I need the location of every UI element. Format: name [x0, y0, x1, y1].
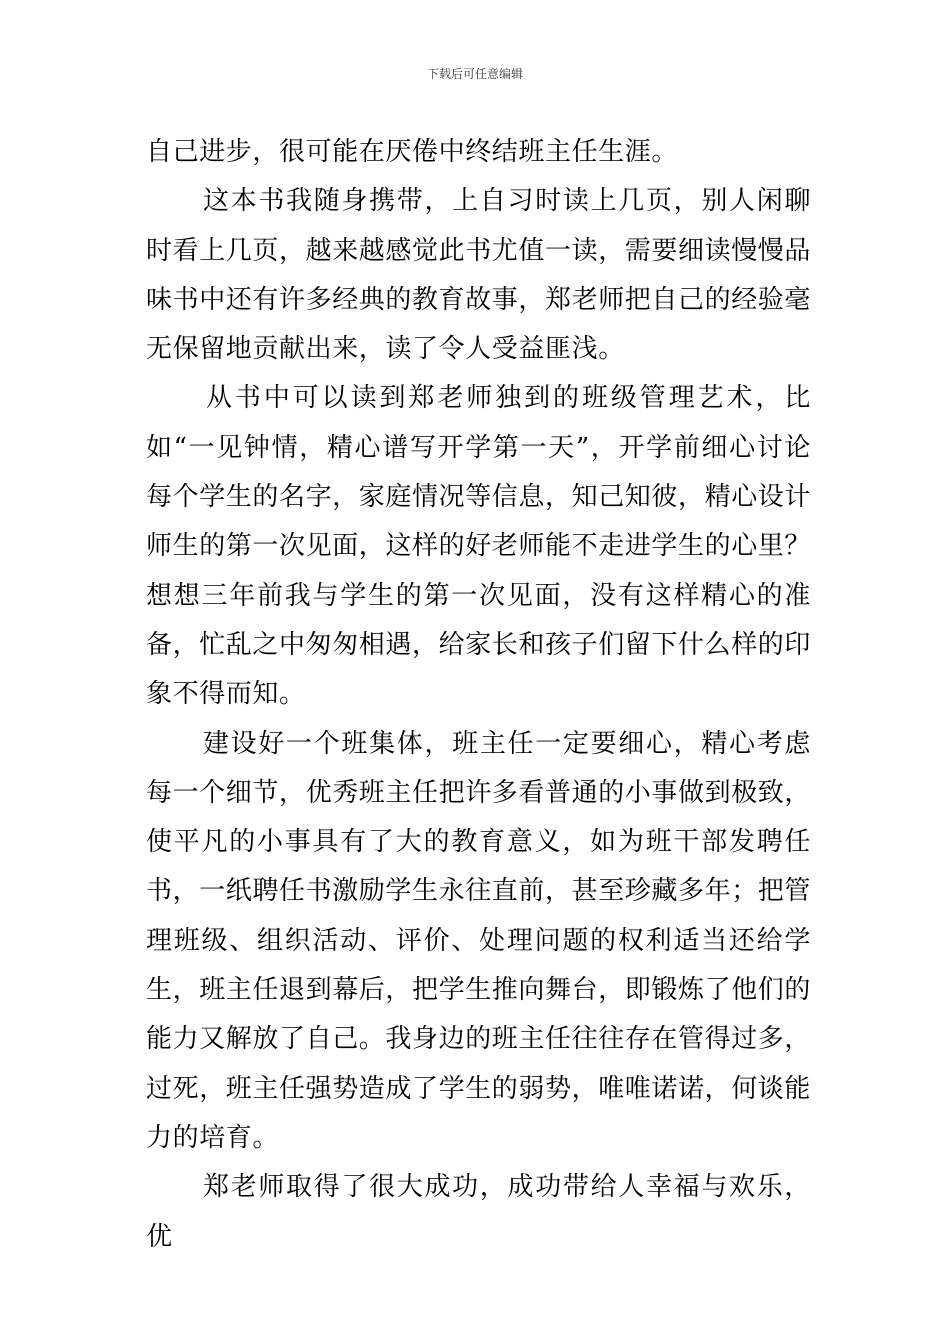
paragraph-class-building: 建设好一个班集体，班主任一定要细心，精心考虑每一个细节，优秀班主任把许多看普通的小事做到极致，使平凡的小事具有了大的教育意义，如为班干部发聘任书，一纸聘任书激励学生永往直前，甚至珍藏多年；把管理班级、组织活动、评价、处理问题的权利适当还给学生，班主任退到幕后，把学生推向舞台，即锻炼了他们的能力又解放了自己。我身边的班主任往往存在管得过多，过死，班主任强势造成了学生的弱势，唯唯诺诺，何谈能力的培育。 [146, 728, 812, 1153]
paragraph-book-reading: 这本书我随身携带，上自习时读上几页，别人闲聊时看上几页，越来越感觉此书尤值一读，需要细读慢慢品味书中还有许多经典的教育故事，郑老师把自己的经验毫无保留地贡献出来，读了令人受益匪浅。 [146, 186, 812, 365]
paragraph-class-management: 从书中可以读到郑老师独到的班级管理艺术，比如“一见钟情，精心谱写开学第一天”，开学前细心讨论每个学生的名字，家庭情况等信息，知己知彼，精心设计师生的第一次见面，这样的好老师能不走进学生的心里？想想三年前我与学生的第一次见面，没有这样精心的准备，忙乱之中匆匆相遇，给家长和孩子们留下什么样的印象不得而知。 [146, 383, 812, 710]
paragraph-success: 郑老师取得了很大成功，成功带给人幸福与欢乐，优 [146, 1172, 811, 1252]
page-header: 下载后可任意编辑 [426, 67, 523, 81]
document-body [146, 128, 811, 1262]
paragraph-continuation: 自己进步，很可能在厌倦中终结班主任生涯。 [146, 137, 679, 167]
